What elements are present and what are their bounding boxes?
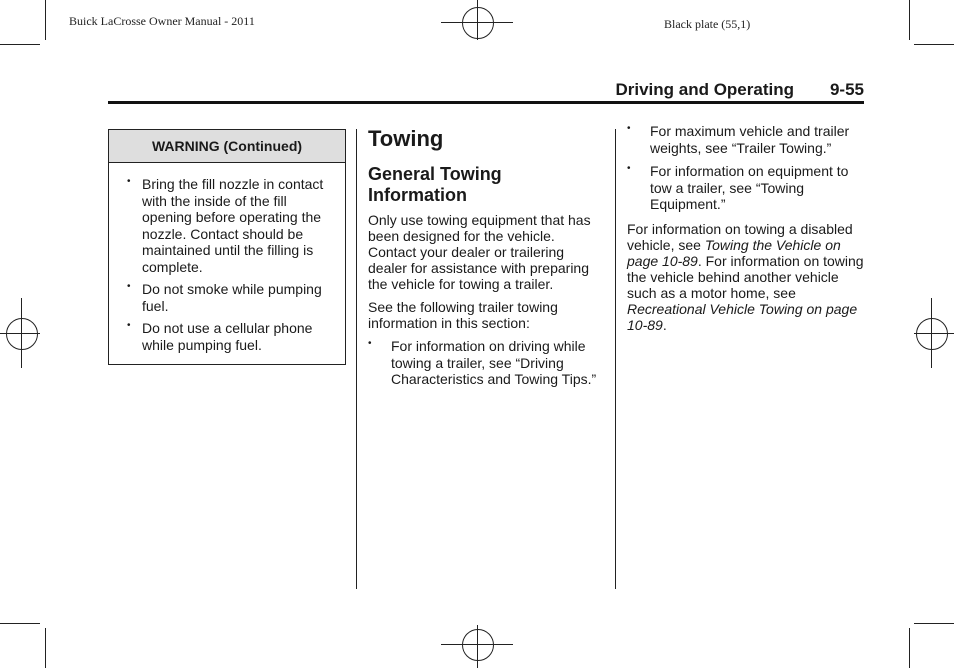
paragraph: See the following trailer towing information in this section: [368,299,558,331]
column-3 [627,123,867,340]
crop-mark [914,44,954,45]
crop-mark [909,0,910,40]
crop-mark [45,628,46,668]
paragraph: Only use towing equipment that has been designed for the vehicle. Contact your dealer or trailering dealer for assistance with preparing the vehicle for towing a trailer. [368,212,591,292]
towing-bullets [368,338,604,388]
print-header-title: Buick LaCrosse Owner Manual - 2011 [69,14,255,28]
towing-bullets-continued [627,123,867,213]
bullet-item: • For information on equipment to tow a trailer, see “Towing Equipment.” [627,163,867,213]
heading-towing: Towing [368,126,444,151]
crop-mark [0,44,40,45]
warning-title: WARNING (Continued) [109,130,345,163]
column-divider [615,129,616,589]
print-header-plate: Black plate (55,1) [664,17,751,31]
section-title: Driving and Operating [615,80,794,99]
cross-reference-link[interactable]: Recreational Vehicle Towing on page 10-89 [627,300,858,333]
bullet-item: • For maximum vehicle and trailer weights, see “Trailer Towing.” [627,123,867,156]
crop-mark [45,0,46,40]
bullet-item: • For information on driving while towing a trailer, see “Driving Characteristics and Towing Tips.” [368,338,604,388]
crop-mark [0,623,40,624]
crop-mark [909,628,910,668]
warning-item: • Do not use a cellular phone while pumping fuel. [127,320,333,353]
heading-general-towing: General Towing Information [368,164,502,205]
header-rule [108,101,864,104]
warning-box [108,129,346,365]
warning-item: • Bring the fill nozzle in contact with the inside of the fill opening before operating the nozzle. Contact should be maintained until the filling is complete. [127,176,333,275]
page-number: 9-55 [829,80,864,99]
column-divider [356,129,357,589]
crop-mark [914,623,954,624]
paragraph-disabled-vehicle: For information on towing a disabled vehicle, see Towing the Vehicle on page 10-89. For information on towing the vehicle behind another vehicle such as a motor home, see Recreational Vehicle Towing on page 10-89. [627,220,864,333]
warning-item: • Do not smoke while pumping fuel. [127,281,333,314]
column-2 [368,126,604,396]
warning-list [109,163,345,353]
cross-reference-link[interactable]: Towing the Vehicle on page 10-89 [627,236,841,269]
